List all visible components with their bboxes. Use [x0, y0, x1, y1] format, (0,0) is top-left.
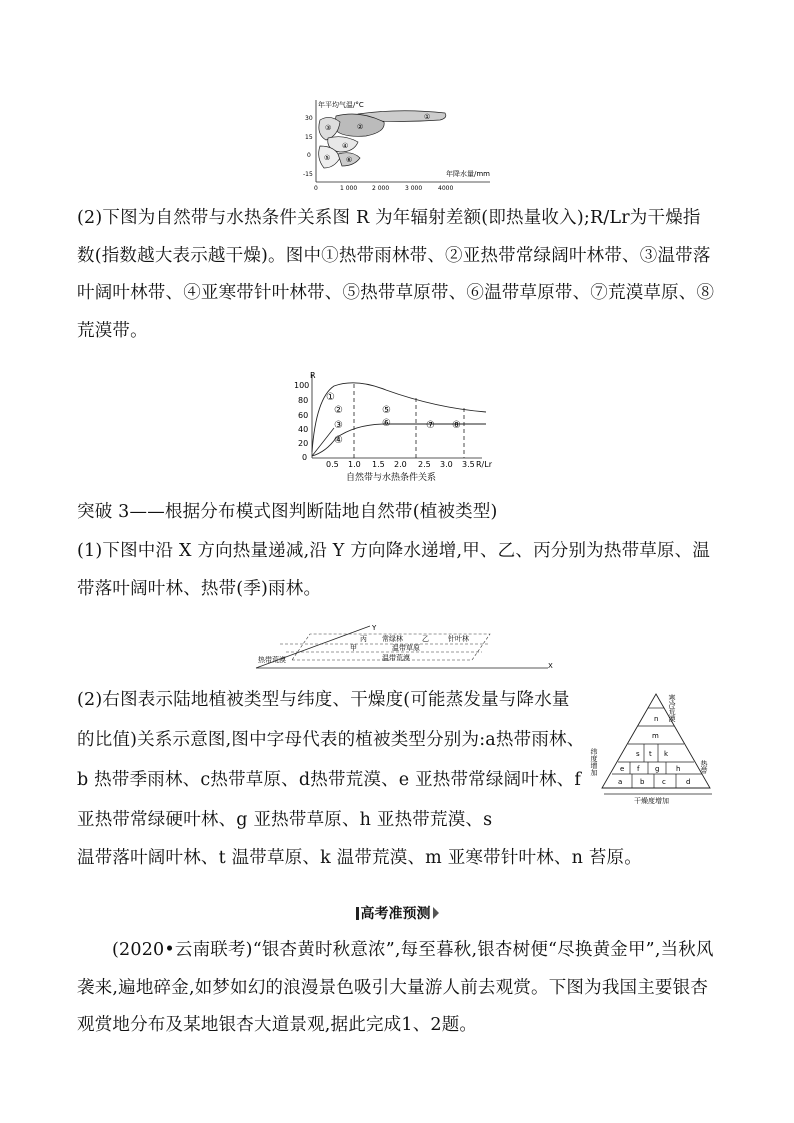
bottom-axis-label: 干燥度增加 — [634, 797, 669, 805]
cell-letter: t — [649, 750, 652, 758]
cell-label: 乙 — [422, 635, 429, 643]
y-tick: 0 — [302, 453, 308, 462]
axis-x-label: X — [548, 662, 553, 670]
cell-letter: s — [636, 750, 640, 758]
y-axis-label: 年平均气温/°C — [318, 101, 364, 109]
zone-label: ② — [357, 123, 364, 131]
zone-label: ④ — [342, 142, 349, 150]
paragraph-exam: (2020•云南联考)“银杏黄时秋意浓”,每至暮秋,银杏树便“尽换黄金甲”,当秋风袭来,遍地碎金,如梦如幻的浪漫景色吸引大量游人前去观赏。下图为我国主要银杏观赏地分布及某地银杏大道景观,据此完成1、2题。 — [77, 940, 714, 1035]
x-axis-label: 年降水量/mm — [446, 170, 490, 178]
zone-label: ⑧ — [452, 420, 461, 431]
zone-label: ④ — [334, 435, 343, 446]
figure-distribution-pattern — [252, 622, 554, 672]
cell-letter: f — [637, 765, 640, 773]
cell-label: 丙 — [360, 635, 367, 643]
cell-label: 甲 — [350, 644, 357, 652]
x-tick: 4000 — [438, 185, 454, 192]
cell-label: 常绿林 — [382, 635, 403, 643]
y-tick: 0 — [307, 152, 311, 159]
paragraph-q2: (2)下图为自然带与水热条件关系图 R 为年辐射差额(即热量收入);R/Lr为干燥指数(指数越大表示越干燥)。图中①热带雨林带、②亚热带常绿阔叶林带、③温带落叶阔叶林带、④亚寒带针叶林带、⑤热带草原带、⑥温带草原带、⑦荒漠草原、⑧荒漠带。 — [77, 208, 715, 341]
paragraph-b3-2-tail: 温带落叶阔叶林、t 温带草原、k 温带荒漠、m 亚寒带针叶林、n 苔原。 — [77, 848, 642, 868]
section-title-text: 高考准预测 — [360, 906, 431, 922]
left-axis-label: 纬度增加 — [590, 748, 598, 776]
y-tick: 80 — [298, 396, 309, 405]
zone-label: ③ — [325, 124, 332, 132]
zone-label: ③ — [334, 420, 343, 431]
cell-label: 温带草原 — [392, 644, 420, 652]
y-tick: 20 — [298, 439, 309, 448]
figure-climate-zones — [300, 96, 500, 192]
y-tick: -15 — [303, 171, 313, 178]
x-tick: 0 — [314, 185, 318, 192]
cell-label: 热带荒漠 — [258, 656, 286, 664]
dashed-dividers — [354, 384, 464, 458]
cell-label: 针叶林 — [448, 635, 469, 643]
figure-caption: 自然带与水热条件关系 — [346, 473, 437, 483]
left-boundary — [312, 428, 334, 456]
right-axis-label: 寒冷荒漠 — [668, 694, 676, 722]
x-tick: 1 000 — [340, 185, 358, 192]
zone-label: ① — [424, 113, 431, 121]
y-tick: 40 — [298, 425, 309, 434]
cell-letter: c — [662, 778, 666, 786]
x-tick: 3 000 — [405, 185, 423, 192]
y-tick: 15 — [305, 134, 313, 141]
zone-label: ① — [326, 392, 335, 403]
x-axis-label: R/Lr — [476, 460, 492, 469]
x-tick: 2.0 — [394, 460, 407, 469]
zone-label: ⑦ — [426, 420, 435, 431]
zone-label: ⑥ — [382, 418, 391, 429]
figure-vegetation-triangle — [590, 688, 724, 806]
zone-label: ⑥ — [346, 156, 353, 164]
cell-label: 温带荒漠 — [382, 654, 410, 662]
cell-letter: h — [676, 765, 681, 773]
zone-label: ⑤ — [382, 405, 391, 416]
zone-label: ⑤ — [324, 154, 331, 162]
cell-letter: a — [618, 778, 623, 786]
title-bar-icon — [356, 907, 359, 920]
x-tick: 2 000 — [372, 185, 390, 192]
paragraph-b3-1: (1)下图中沿 X 方向热量递减,沿 Y 方向降水递增,甲、乙、丙分别为热带草原、温带落叶阔叶林、热带(季)雨林。 — [77, 541, 711, 599]
cell-letter: d — [686, 778, 691, 786]
cell-letter: m — [652, 732, 659, 740]
x-tick: 0.5 — [326, 460, 339, 469]
right-axis-label-2: 热带 — [700, 760, 708, 774]
cell-letter: e — [620, 765, 625, 773]
title-arrow-icon — [433, 907, 439, 919]
cell-letter: k — [664, 750, 669, 758]
section-title — [0, 903, 794, 923]
x-tick: 1.0 — [348, 460, 361, 469]
figure-natural-zones — [286, 368, 508, 484]
y-tick: 30 — [305, 115, 313, 122]
y-tick: 100 — [294, 381, 310, 390]
y-tick: 60 — [298, 411, 309, 420]
x-tick: 2.5 — [418, 460, 431, 469]
zone-label: ② — [334, 405, 343, 416]
x-tick: 1.5 — [372, 460, 385, 469]
paragraph-b3-2: (2)右图表示陆地植被类型与纬度、干燥度(可能蒸发量与降水量的比值)关系示意图,图中字母代表的植被类型分别为:a热带雨林、b 热带季雨林、c热带草原、d热带荒漠、e 亚热带常绿阔叶林、f 亚热带常绿硬叶林、g 亚热带草原、h 亚热带荒漠、s — [77, 690, 585, 830]
heading-break3: 突破 3——根据分布模式图判断陆地自然带(植被类型) — [77, 502, 498, 522]
axis-y-label: Y — [372, 624, 377, 632]
cell-letter: b — [640, 778, 645, 786]
x-tick: 3.0 — [440, 460, 453, 469]
cell-letter: g — [655, 765, 660, 773]
y-axis-label: R — [310, 371, 316, 380]
x-tick: 3.5 — [462, 460, 475, 469]
cell-letter: n — [654, 715, 659, 723]
